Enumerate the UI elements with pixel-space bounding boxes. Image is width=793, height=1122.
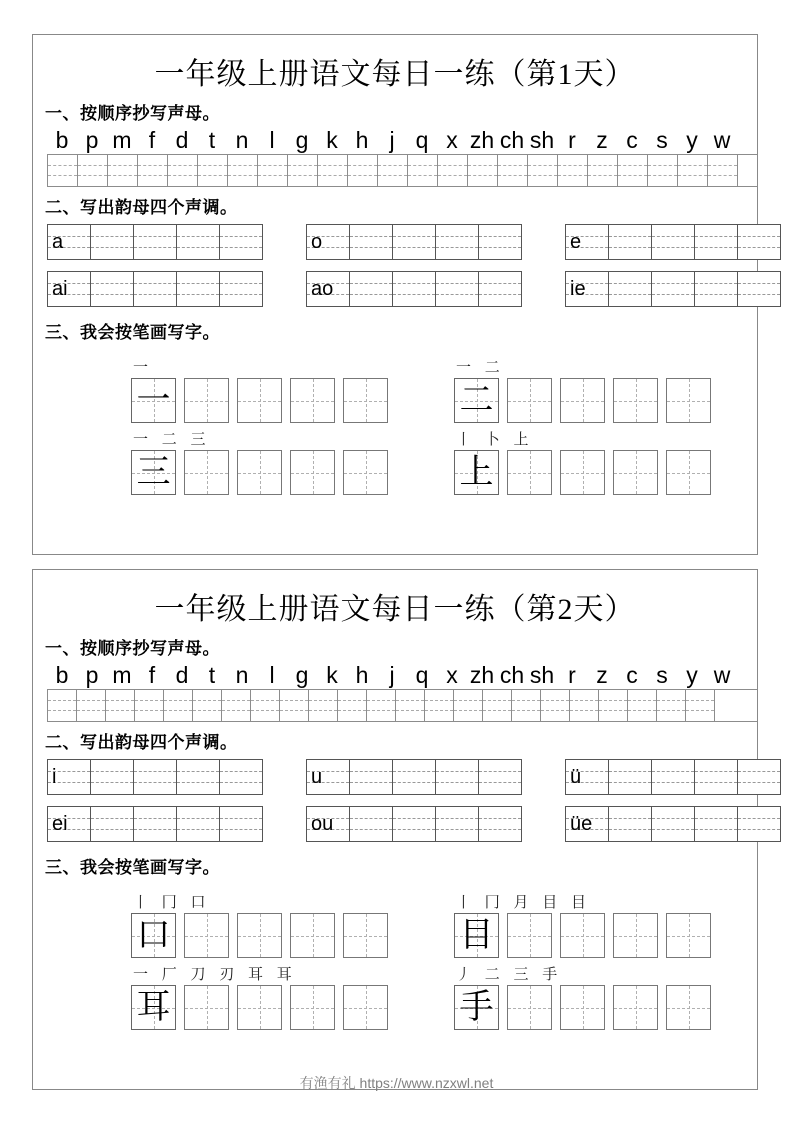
tianzige-blank-cell[interactable] xyxy=(666,913,711,958)
initial-letter: q xyxy=(415,127,429,153)
stroke-order-hint: 丨 冂 月 目 目 xyxy=(456,895,592,911)
character-group xyxy=(131,358,396,423)
vowel-label: o xyxy=(311,231,323,253)
tianzige-blank-cell[interactable] xyxy=(343,378,388,423)
vowel-label: a xyxy=(52,231,64,253)
four-line-cell[interactable] xyxy=(77,690,106,721)
four-line-cell[interactable] xyxy=(280,690,309,721)
four-line-cell[interactable] xyxy=(164,690,193,721)
tianzige-blank-cell[interactable] xyxy=(507,378,552,423)
spacer xyxy=(522,224,565,260)
vowel-row xyxy=(47,224,757,260)
vowel-blank-cell[interactable] xyxy=(436,760,479,794)
four-line-cell[interactable] xyxy=(48,155,78,186)
four-line-cell[interactable] xyxy=(588,155,618,186)
spacer xyxy=(263,271,306,307)
tianzige-blank-cell[interactable] xyxy=(613,985,658,1030)
vowel-blank-cell[interactable] xyxy=(220,807,263,841)
tianzige-blank-cell[interactable] xyxy=(560,913,605,958)
initial-letter: p xyxy=(85,662,99,688)
vowel-prompt-cell xyxy=(566,272,609,306)
initial-letter: w xyxy=(713,662,731,688)
tianzige-blank-cell[interactable] xyxy=(184,913,229,958)
four-line-cell[interactable] xyxy=(483,690,512,721)
vowel-blank-cell[interactable] xyxy=(393,807,436,841)
four-line-cell[interactable] xyxy=(222,690,251,721)
worksheet-card-day1 xyxy=(32,34,758,555)
vowel-blank-cell[interactable] xyxy=(652,760,695,794)
four-line-cell[interactable] xyxy=(309,690,338,721)
vowel-blank-cell[interactable] xyxy=(134,225,177,259)
vowel-group xyxy=(47,759,263,795)
character-glyph: 手 xyxy=(459,988,494,1026)
four-line-cell[interactable] xyxy=(678,155,708,186)
vowel-label: i xyxy=(52,766,57,788)
four-line-cell[interactable] xyxy=(396,690,425,721)
tianzige-blank-cell[interactable] xyxy=(237,985,282,1030)
vowel-blank-cell[interactable] xyxy=(436,807,479,841)
vowel-blank-cell[interactable] xyxy=(652,272,695,306)
initial-letter: r xyxy=(568,662,576,688)
vowel-group xyxy=(306,271,522,307)
initial-letter: h xyxy=(355,127,369,153)
tianzige-model-cell xyxy=(131,450,176,495)
vowel-blank-cell[interactable] xyxy=(695,760,738,794)
spacer xyxy=(522,806,565,842)
tianzige-row xyxy=(131,985,396,1030)
section-heading-initials-day1: 一、按顺序抄写声母。 xyxy=(45,104,220,123)
vowel-group xyxy=(306,224,522,260)
four-line-cell[interactable] xyxy=(168,155,198,186)
tianzige-blank-cell[interactable] xyxy=(290,378,335,423)
character-group xyxy=(454,893,719,958)
vowel-blank-cell[interactable] xyxy=(695,225,738,259)
vowel-label: ai xyxy=(52,278,68,300)
vowel-label: ü xyxy=(570,766,582,788)
tianzige-blank-cell[interactable] xyxy=(613,378,658,423)
vowel-blank-cell[interactable] xyxy=(177,272,220,306)
vowel-label: ou xyxy=(311,813,334,835)
vowel-blank-cell[interactable] xyxy=(652,807,695,841)
tianzige-row xyxy=(131,378,396,423)
four-line-cell[interactable] xyxy=(318,155,348,186)
tianzige-model-cell xyxy=(454,985,499,1030)
tianzige-blank-cell[interactable] xyxy=(666,378,711,423)
vowel-prompt-cell xyxy=(307,807,350,841)
vowel-blank-cell[interactable] xyxy=(350,272,393,306)
vowel-blank-cell[interactable] xyxy=(91,272,134,306)
initial-letter: d xyxy=(175,662,189,688)
initial-letter: h xyxy=(355,662,369,688)
initial-letter: p xyxy=(85,127,99,153)
initial-letter: j xyxy=(389,662,395,688)
worksheet-card-day2 xyxy=(32,569,758,1090)
section-heading-vowels-day2: 二、写出韵母四个声调。 xyxy=(45,733,238,752)
character-group xyxy=(454,430,719,495)
vowel-blank-cell[interactable] xyxy=(177,807,220,841)
initial-letter: b xyxy=(55,127,69,153)
four-line-grid-day2[interactable] xyxy=(47,689,757,722)
vowel-blank-cell[interactable] xyxy=(436,272,479,306)
tianzige-blank-cell[interactable] xyxy=(343,985,388,1030)
vowel-label: e xyxy=(570,231,582,253)
initials-letters-row-day2 xyxy=(47,662,757,688)
tianzige-blank-cell[interactable] xyxy=(290,985,335,1030)
tianzige-blank-cell[interactable] xyxy=(560,985,605,1030)
tianzige-model-cell xyxy=(454,450,499,495)
character-practice-area-day1 xyxy=(33,351,757,495)
character-glyph: 一 xyxy=(136,381,171,419)
four-line-cell[interactable] xyxy=(198,155,228,186)
tianzige-blank-cell[interactable] xyxy=(613,913,658,958)
initial-letter: zh xyxy=(469,127,495,153)
vowel-group xyxy=(306,806,522,842)
four-line-cell[interactable] xyxy=(193,690,222,721)
spacer xyxy=(263,224,306,260)
initial-letter: c xyxy=(626,127,638,153)
vowel-blank-cell[interactable] xyxy=(738,225,781,259)
vowel-prompt-cell xyxy=(48,807,91,841)
tianzige-blank-cell[interactable] xyxy=(560,378,605,423)
vowel-blank-cell[interactable] xyxy=(350,225,393,259)
initials-letters-row-day1 xyxy=(47,127,757,153)
four-line-cell[interactable] xyxy=(48,690,77,721)
character-group xyxy=(454,358,719,423)
character-group xyxy=(131,893,396,958)
initial-letter: s xyxy=(656,127,668,153)
vowel-blank-cell[interactable] xyxy=(479,272,522,306)
four-line-cell[interactable] xyxy=(618,155,648,186)
vowel-blank-cell[interactable] xyxy=(652,225,695,259)
vowel-blank-cell[interactable] xyxy=(134,272,177,306)
initial-letter: q xyxy=(415,662,429,688)
tianzige-model-cell xyxy=(131,913,176,958)
tianzige-row xyxy=(454,450,719,495)
stroke-order-hint: 丨 冂 口 xyxy=(133,895,211,911)
character-glyph: 三 xyxy=(136,453,171,491)
section-heading-vowels-day1: 二、写出韵母四个声调。 xyxy=(45,198,238,217)
vowel-prompt-cell xyxy=(48,225,91,259)
vowel-blank-cell[interactable] xyxy=(609,807,652,841)
initial-letter: sh xyxy=(529,127,555,153)
initial-letter: b xyxy=(55,662,69,688)
character-group xyxy=(131,965,396,1030)
tianzige-row xyxy=(454,985,719,1030)
tianzige-blank-cell[interactable] xyxy=(507,913,552,958)
vowel-blank-cell[interactable] xyxy=(177,225,220,259)
tianzige-blank-cell[interactable] xyxy=(613,450,658,495)
vowel-blank-cell[interactable] xyxy=(479,760,522,794)
tianzige-blank-cell[interactable] xyxy=(237,913,282,958)
initial-letter: g xyxy=(295,127,309,153)
initial-letter: s xyxy=(656,662,668,688)
vowel-practice-area-day2 xyxy=(33,759,757,842)
spacer xyxy=(522,271,565,307)
four-line-cell[interactable] xyxy=(628,690,657,721)
vowel-blank-cell[interactable] xyxy=(134,760,177,794)
initial-letter: l xyxy=(269,662,275,688)
four-line-cell[interactable] xyxy=(348,155,378,186)
vowel-prompt-cell xyxy=(566,760,609,794)
four-line-cell[interactable] xyxy=(541,690,570,721)
tianzige-blank-cell[interactable] xyxy=(343,913,388,958)
vowel-blank-cell[interactable] xyxy=(695,272,738,306)
character-glyph: 上 xyxy=(459,453,494,491)
four-line-cell[interactable] xyxy=(558,155,588,186)
tianzige-blank-cell[interactable] xyxy=(560,450,605,495)
initial-letter: ch xyxy=(499,662,525,688)
tianzige-row xyxy=(454,378,719,423)
vowel-blank-cell[interactable] xyxy=(609,272,652,306)
tianzige-blank-cell[interactable] xyxy=(237,450,282,495)
spacer xyxy=(263,759,306,795)
initial-letter: f xyxy=(148,662,156,688)
initial-letter: z xyxy=(596,127,608,153)
vowel-blank-cell[interactable] xyxy=(738,760,781,794)
spacer xyxy=(263,806,306,842)
four-line-cell[interactable] xyxy=(338,690,367,721)
vowel-prompt-cell xyxy=(566,807,609,841)
vowel-prompt-cell xyxy=(307,760,350,794)
spacer xyxy=(522,759,565,795)
tianzige-model-cell xyxy=(454,378,499,423)
four-line-cell[interactable] xyxy=(512,690,541,721)
vowel-blank-cell[interactable] xyxy=(738,272,781,306)
stroke-order-hint: 一 厂 刀 刃 耳 耳 xyxy=(133,967,297,983)
vowel-group xyxy=(47,806,263,842)
initial-letter: m xyxy=(112,127,132,153)
tianzige-blank-cell[interactable] xyxy=(237,378,282,423)
character-group xyxy=(131,430,396,495)
vowel-blank-cell[interactable] xyxy=(738,807,781,841)
initial-letter: c xyxy=(626,662,638,688)
four-line-cell[interactable] xyxy=(138,155,168,186)
vowel-group xyxy=(565,224,781,260)
initial-letter: t xyxy=(208,662,216,688)
character-row xyxy=(33,423,757,495)
vowel-label: ao xyxy=(311,278,334,300)
vowel-blank-cell[interactable] xyxy=(393,272,436,306)
four-line-cell[interactable] xyxy=(686,690,715,721)
four-line-cell[interactable] xyxy=(657,690,686,721)
tianzige-model-cell xyxy=(131,985,176,1030)
four-line-cell[interactable] xyxy=(408,155,438,186)
four-line-cell[interactable] xyxy=(648,155,678,186)
initial-letter: g xyxy=(295,662,309,688)
tianzige-row xyxy=(131,913,396,958)
stroke-order-hint: 丨 卜 上 xyxy=(456,432,534,448)
four-line-cell[interactable] xyxy=(228,155,258,186)
vowel-blank-cell[interactable] xyxy=(220,760,263,794)
stroke-order-hint: 一 二 xyxy=(456,360,505,376)
four-line-cell[interactable] xyxy=(454,690,483,721)
initial-letter: y xyxy=(686,662,698,688)
worksheet-title-day1: 一年级上册语文每日一练（第1天） xyxy=(154,58,636,91)
vowel-blank-cell[interactable] xyxy=(436,225,479,259)
vowel-blank-cell[interactable] xyxy=(350,760,393,794)
initial-letter: l xyxy=(269,127,275,153)
character-practice-area-day2 xyxy=(33,886,757,1030)
vowel-prompt-cell xyxy=(307,272,350,306)
tianzige-blank-cell[interactable] xyxy=(666,450,711,495)
initial-letter: x xyxy=(446,127,458,153)
worksheet-title-day2: 一年级上册语文每日一练（第2天） xyxy=(154,593,636,626)
character-glyph: 耳 xyxy=(136,988,171,1026)
section-heading-initials-day2: 一、按顺序抄写声母。 xyxy=(45,639,220,658)
initial-letter: n xyxy=(235,127,249,153)
vowel-blank-cell[interactable] xyxy=(609,225,652,259)
vowel-label: ie xyxy=(570,278,586,300)
vowel-blank-cell[interactable] xyxy=(91,760,134,794)
vowel-row xyxy=(47,271,757,307)
four-line-cell[interactable] xyxy=(528,155,558,186)
tianzige-blank-cell[interactable] xyxy=(290,450,335,495)
vowel-blank-cell[interactable] xyxy=(393,760,436,794)
vowel-blank-cell[interactable] xyxy=(91,807,134,841)
vowel-group xyxy=(47,271,263,307)
four-line-cell[interactable] xyxy=(288,155,318,186)
initial-letter: z xyxy=(596,662,608,688)
vowel-label: u xyxy=(311,766,323,788)
tianzige-blank-cell[interactable] xyxy=(290,913,335,958)
four-line-cell[interactable] xyxy=(708,155,738,186)
four-line-cell[interactable] xyxy=(378,155,408,186)
four-line-cell[interactable] xyxy=(135,690,164,721)
vowel-practice-area-day1 xyxy=(33,224,757,307)
vowel-blank-cell[interactable] xyxy=(91,225,134,259)
initial-letter: ch xyxy=(499,127,525,153)
vowel-blank-cell[interactable] xyxy=(134,807,177,841)
initial-letter: j xyxy=(389,127,395,153)
vowel-blank-cell[interactable] xyxy=(220,272,263,306)
initial-letter: f xyxy=(148,127,156,153)
tianzige-blank-cell[interactable] xyxy=(343,450,388,495)
tianzige-row xyxy=(131,450,396,495)
tianzige-blank-cell[interactable] xyxy=(507,450,552,495)
tianzige-blank-cell[interactable] xyxy=(184,985,229,1030)
vowel-row xyxy=(47,759,757,795)
four-line-cell[interactable] xyxy=(258,155,288,186)
vowel-group xyxy=(565,271,781,307)
vowel-blank-cell[interactable] xyxy=(695,807,738,841)
vowel-label: üe xyxy=(570,813,593,835)
vowel-blank-cell[interactable] xyxy=(393,225,436,259)
vowel-blank-cell[interactable] xyxy=(479,807,522,841)
tianzige-blank-cell[interactable] xyxy=(666,985,711,1030)
initial-letter: k xyxy=(326,127,338,153)
vowel-group xyxy=(306,759,522,795)
vowel-group xyxy=(565,806,781,842)
vowel-blank-cell[interactable] xyxy=(350,807,393,841)
initial-letter: m xyxy=(112,662,132,688)
four-line-cell[interactable] xyxy=(367,690,396,721)
vowel-prompt-cell xyxy=(48,760,91,794)
vowel-label: ei xyxy=(52,813,68,835)
tianzige-blank-cell[interactable] xyxy=(184,378,229,423)
section-heading-characters-day2: 三、我会按笔画写字。 xyxy=(45,858,220,877)
footer-watermark: 有渔有礼 https://www.nzxwl.net xyxy=(299,1075,494,1091)
initial-letter: r xyxy=(568,127,576,153)
initial-letter: zh xyxy=(469,662,495,688)
tianzige-blank-cell[interactable] xyxy=(184,450,229,495)
character-glyph: 目 xyxy=(459,916,494,954)
four-line-cell[interactable] xyxy=(498,155,528,186)
vowel-blank-cell[interactable] xyxy=(609,760,652,794)
stroke-order-hint: 丿 二 三 手 xyxy=(456,967,563,983)
four-line-cell[interactable] xyxy=(570,690,599,721)
tianzige-row xyxy=(454,913,719,958)
four-line-grid-day1[interactable] xyxy=(47,154,757,187)
tianzige-model-cell xyxy=(131,378,176,423)
four-line-cell[interactable] xyxy=(425,690,454,721)
four-line-cell[interactable] xyxy=(251,690,280,721)
four-line-cell[interactable] xyxy=(78,155,108,186)
initial-letter: x xyxy=(446,662,458,688)
vowel-blank-cell[interactable] xyxy=(177,760,220,794)
vowel-prompt-cell xyxy=(307,225,350,259)
vowel-group xyxy=(47,224,263,260)
tianzige-model-cell xyxy=(454,913,499,958)
vowel-blank-cell[interactable] xyxy=(479,225,522,259)
vowel-prompt-cell xyxy=(566,225,609,259)
four-line-cell[interactable] xyxy=(108,155,138,186)
four-line-cell[interactable] xyxy=(599,690,628,721)
section-heading-characters-day1: 三、我会按笔画写字。 xyxy=(45,323,220,342)
stroke-order-hint: 一 xyxy=(133,360,154,376)
character-row xyxy=(33,886,757,958)
stroke-order-hint: 一 二 三 xyxy=(133,432,211,448)
initial-letter: k xyxy=(326,662,338,688)
initial-letter: sh xyxy=(529,662,555,688)
character-row xyxy=(33,958,757,1030)
character-group xyxy=(454,965,719,1030)
initial-letter: d xyxy=(175,127,189,153)
vowel-blank-cell[interactable] xyxy=(220,225,263,259)
vowel-group xyxy=(565,759,781,795)
initial-letter: y xyxy=(686,127,698,153)
four-line-cell[interactable] xyxy=(106,690,135,721)
tianzige-blank-cell[interactable] xyxy=(507,985,552,1030)
vowel-row xyxy=(47,806,757,842)
initial-letter: n xyxy=(235,662,249,688)
four-line-cell[interactable] xyxy=(468,155,498,186)
initial-letter: w xyxy=(713,127,731,153)
vowel-prompt-cell xyxy=(48,272,91,306)
four-line-cell[interactable] xyxy=(438,155,468,186)
initial-letter: t xyxy=(208,127,216,153)
character-glyph: 口 xyxy=(136,916,171,954)
character-row xyxy=(33,351,757,423)
character-glyph: 二 xyxy=(459,381,494,419)
